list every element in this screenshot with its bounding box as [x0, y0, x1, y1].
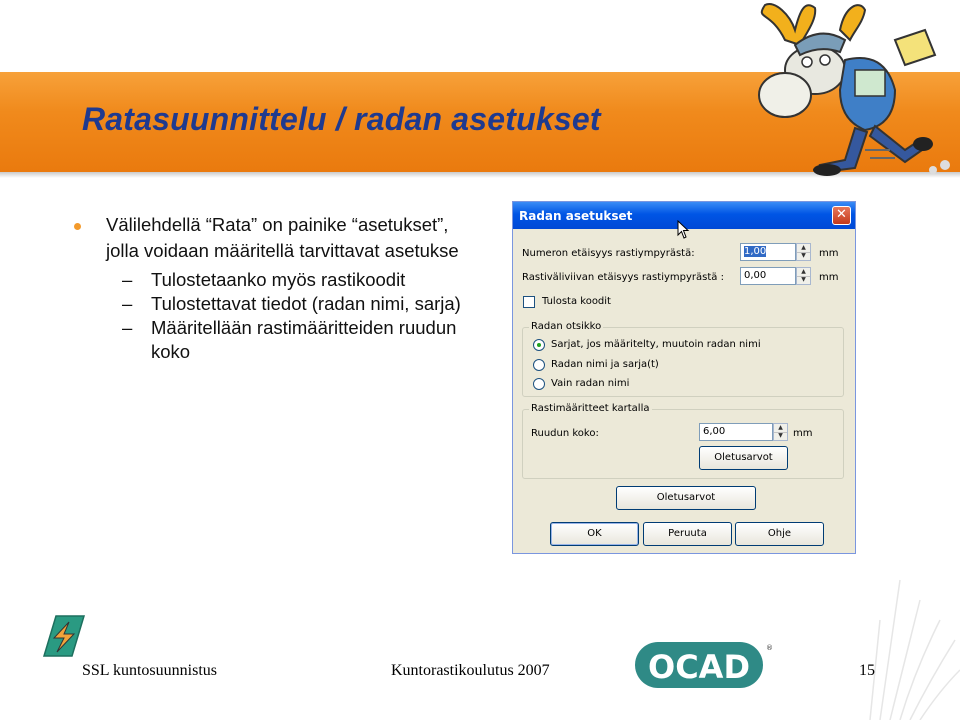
sub-bullet [82, 316, 482, 364]
line-distance-input[interactable]: 0,00 [740, 267, 796, 285]
cell-size-label: Ruudun koko: [531, 428, 599, 439]
cell-size-spinner[interactable]: ▲ ▼ [773, 423, 788, 441]
number-distance-input[interactable]: 1,00 [740, 243, 796, 261]
ssl-logo-icon [40, 612, 88, 660]
footer-left-text: SSL kuntosuunnistus [82, 662, 217, 679]
number-distance-spinner[interactable]: ▲ ▼ [796, 243, 811, 261]
heading-option-radio[interactable] [533, 339, 545, 351]
sub-bullet [82, 292, 482, 316]
dash-marker: – [122, 317, 133, 338]
heading-option-label: Sarjat, jos määritelty, muutoin radan nimi [551, 339, 761, 350]
dash-marker: – [122, 269, 133, 290]
decorative-lines [820, 560, 960, 720]
course-settings-dialog [512, 201, 856, 554]
heading-option-label: Radan nimi ja sarja(t) [551, 359, 659, 370]
dash-marker: – [122, 293, 133, 314]
svg-text:®: ® [766, 644, 773, 652]
mouse-pointer-icon [677, 220, 691, 240]
sub-bullet-text: Määritellään rastimääritteiden ruudun koko [151, 317, 457, 362]
line-distance-label: Rastiväliviivan etäisyys rastiympyrästä : [522, 272, 724, 283]
heading-group-label: Radan otsikko [531, 321, 602, 332]
ocad-logo-icon [633, 636, 773, 692]
close-button[interactable]: ✕ [832, 206, 851, 225]
main-bullet [82, 212, 482, 264]
cell-defaults-button[interactable]: Oletusarvot [699, 446, 788, 470]
main-bullet-text: Välilehdellä “Rata” on painike “asetukset”, jolla voidaan määritellä tarvittavat asetukse [106, 214, 459, 261]
control-descriptions-group [522, 409, 844, 479]
defaults-button[interactable]: Oletusarvot [616, 486, 756, 510]
ok-button[interactable]: OK [550, 522, 639, 546]
slide-title: Ratasuunnittelu / radan asetukset [82, 101, 601, 137]
heading-option-radio[interactable] [533, 359, 545, 371]
moose-mascot-icon [745, 0, 960, 182]
unit-label: mm [819, 248, 839, 259]
sub-bullet-text: Tulostetaanko myös rastikoodit [151, 269, 406, 290]
heading-option-label: Vain radan nimi [551, 378, 630, 389]
heading-option-radio[interactable] [533, 378, 545, 390]
dialog-title: Radan asetukset [519, 209, 633, 223]
footer-center-text: Kuntorastikoulutus 2007 [391, 662, 550, 679]
bullet-list [82, 212, 482, 364]
bullet-dot-icon [74, 223, 81, 230]
sub-bullet [82, 268, 482, 292]
sub-bullet-text: Tulostettavat tiedot (radan nimi, sarja) [151, 293, 461, 314]
page-number: 15 [859, 662, 875, 679]
print-codes-checkbox[interactable] [523, 296, 535, 308]
unit-label: mm [819, 272, 839, 283]
line-distance-spinner[interactable]: ▲ ▼ [796, 267, 811, 285]
control-descriptions-group-label: Rastimääritteet kartalla [531, 403, 650, 414]
cancel-button[interactable]: Peruuta [643, 522, 732, 546]
number-distance-label: Numeron etäisyys rastiympyrästä: [522, 248, 695, 259]
ocad-logo-text: OCAD [647, 648, 751, 686]
help-button[interactable]: Ohje [735, 522, 824, 546]
print-codes-label: Tulosta koodit [542, 296, 611, 307]
unit-label: mm [793, 428, 813, 439]
cell-size-input[interactable]: 6,00 [699, 423, 773, 441]
